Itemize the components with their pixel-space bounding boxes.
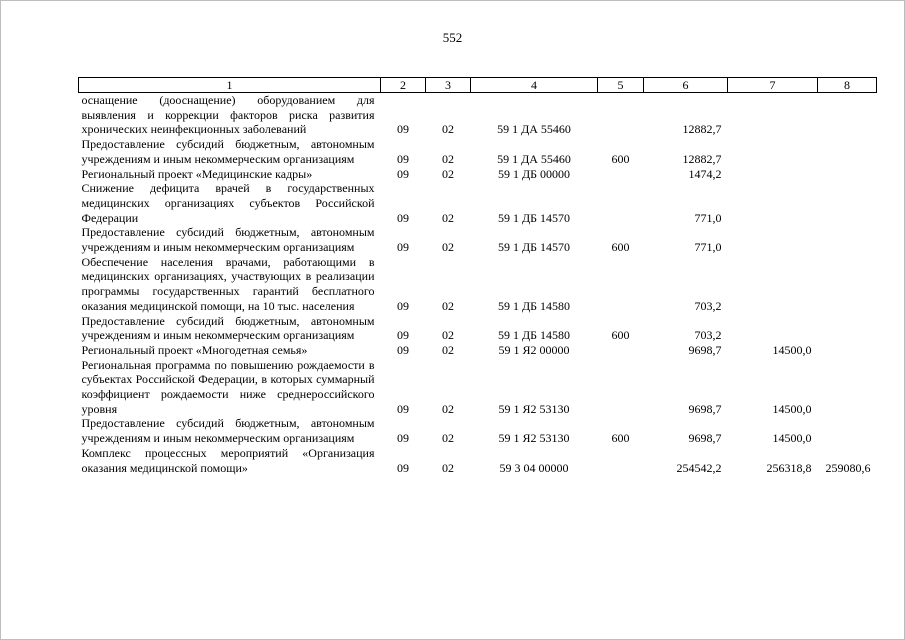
column-header: 1 bbox=[79, 78, 381, 93]
expense-type-code bbox=[598, 93, 644, 138]
row-name: Снижение дефицита врачей в государственных медицинских организациях субъектов Российской Федерации bbox=[81, 181, 375, 225]
subsection-code: 02 bbox=[442, 166, 454, 181]
target-article-code: 59 1 ДА 55460 bbox=[497, 151, 571, 166]
target-article-code: 59 1 ДБ 14570 bbox=[497, 240, 571, 255]
subsection-code: 02 bbox=[442, 401, 454, 416]
amount-year-2: 14500,0 bbox=[772, 401, 812, 416]
subsection-code: 02 bbox=[442, 151, 454, 166]
amount-year-1: 9698,7 bbox=[688, 401, 722, 416]
row-name: Предоставление субсидий бюджетным, автономным учреждениям и иным некоммерческим организациям bbox=[81, 313, 375, 343]
row-name: оснащение (дооснащение) оборудованием для выявления и коррекции факторов риска развития хронических неинфекционных заболеваний bbox=[81, 93, 375, 137]
page-number: 552 bbox=[442, 30, 463, 45]
expense-type-code bbox=[598, 343, 644, 358]
row-name: Комплекс процессных мероприятий «Организация оказания медицинской помощи» bbox=[81, 445, 375, 475]
expense-type-code bbox=[598, 358, 644, 417]
expense-type-code bbox=[598, 181, 644, 225]
table-row bbox=[79, 181, 877, 225]
amount-year-3 bbox=[818, 167, 877, 182]
table-row bbox=[79, 225, 877, 254]
section-code: 09 bbox=[397, 342, 409, 357]
section-code: 09 bbox=[397, 298, 409, 313]
target-article-code: 59 1 Я2 53130 bbox=[498, 401, 570, 416]
amount-year-3 bbox=[818, 416, 877, 445]
amount-year-1: 703,2 bbox=[694, 328, 722, 343]
subsection-code: 02 bbox=[442, 122, 454, 137]
amount-year-1: 9698,7 bbox=[688, 342, 722, 357]
budget-table bbox=[78, 77, 877, 475]
column-header: 2 bbox=[381, 78, 426, 93]
table-row bbox=[79, 167, 877, 182]
amount-year-3 bbox=[818, 137, 877, 166]
amount-year-1: 9698,7 bbox=[688, 431, 722, 446]
amount-year-2: 14500,0 bbox=[772, 431, 812, 446]
amount-year-2 bbox=[728, 314, 818, 343]
subsection-code: 02 bbox=[442, 240, 454, 255]
target-article-code: 59 1 ДА 55460 bbox=[497, 122, 571, 137]
column-header: 5 bbox=[598, 78, 644, 93]
subsection-code: 02 bbox=[442, 328, 454, 343]
column-header: 4 bbox=[471, 78, 598, 93]
amount-year-2: 14500,0 bbox=[772, 342, 812, 357]
amount-year-3 bbox=[818, 225, 877, 254]
row-name: Предоставление субсидий бюджетным, автономным учреждениям и иным некоммерческим организациям bbox=[81, 416, 375, 446]
amount-year-3: 259080,6 bbox=[825, 460, 871, 475]
table-row bbox=[79, 446, 877, 475]
table-row bbox=[79, 314, 877, 343]
expense-type-code bbox=[598, 255, 644, 314]
subsection-code: 02 bbox=[442, 298, 454, 313]
section-code: 09 bbox=[397, 151, 409, 166]
section-code: 09 bbox=[397, 460, 409, 475]
table-row bbox=[79, 93, 877, 138]
target-article-code: 59 1 ДБ 00000 bbox=[497, 166, 571, 181]
amount-year-2 bbox=[728, 225, 818, 254]
expense-type-code: 600 bbox=[611, 240, 630, 255]
target-article-code: 59 1 Я2 00000 bbox=[498, 342, 570, 357]
section-code: 09 bbox=[397, 431, 409, 446]
column-header: 8 bbox=[818, 78, 877, 93]
amount-year-1: 12882,7 bbox=[682, 151, 722, 166]
row-name: Региональный проект «Многодетная семья» bbox=[81, 342, 308, 357]
amount-year-2: 256318,8 bbox=[766, 460, 812, 475]
amount-year-1: 1474,2 bbox=[688, 166, 722, 181]
section-code: 09 bbox=[397, 122, 409, 137]
target-article-code: 59 1 ДБ 14580 bbox=[497, 328, 571, 343]
row-name: Предоставление субсидий бюджетным, автономным учреждениям и иным некоммерческим организациям bbox=[81, 137, 375, 166]
row-name: Региональный проект «Медицинские кадры» bbox=[81, 166, 313, 181]
amount-year-2 bbox=[728, 255, 818, 314]
amount-year-1: 254542,2 bbox=[676, 460, 722, 475]
section-code: 09 bbox=[397, 210, 409, 225]
amount-year-1: 771,0 bbox=[694, 240, 722, 255]
section-code: 09 bbox=[397, 240, 409, 255]
target-article-code: 59 1 ДБ 14570 bbox=[497, 210, 571, 225]
expense-type-code: 600 bbox=[611, 328, 630, 343]
amount-year-2 bbox=[728, 181, 818, 225]
subsection-code: 02 bbox=[442, 431, 454, 446]
target-article-code: 59 1 Я2 53130 bbox=[498, 431, 570, 446]
table-row bbox=[79, 416, 877, 445]
amount-year-3 bbox=[818, 314, 877, 343]
amount-year-3 bbox=[818, 93, 877, 138]
column-header: 3 bbox=[426, 78, 471, 93]
expense-type-code bbox=[598, 167, 644, 182]
amount-year-3 bbox=[818, 255, 877, 314]
expense-type-code bbox=[598, 446, 644, 475]
amount-year-2 bbox=[728, 93, 818, 138]
amount-year-3 bbox=[818, 358, 877, 417]
section-code: 09 bbox=[397, 328, 409, 343]
amount-year-1: 703,2 bbox=[694, 298, 722, 313]
row-name: Региональная программа по повышению рождаемости в субъектах Российской Федерации, в которых суммарный коэффициент рождаемости ниже среднероссийского уровня bbox=[81, 357, 375, 416]
table-row bbox=[79, 137, 877, 166]
row-name: Предоставление субсидий бюджетным, автономным учреждениям и иным некоммерческим организациям bbox=[81, 225, 375, 255]
amount-year-3 bbox=[818, 181, 877, 225]
column-number-row bbox=[79, 78, 877, 93]
amount-year-3 bbox=[818, 343, 877, 358]
target-article-code: 59 3 04 00000 bbox=[499, 460, 569, 475]
amount-year-2 bbox=[728, 167, 818, 182]
target-article-code: 59 1 ДБ 14580 bbox=[497, 298, 571, 313]
subsection-code: 02 bbox=[442, 210, 454, 225]
row-name: Обеспечение населения врачами, работающими в медицинских организациях, участвующих в реализации программы государственных гарантий бесплатного оказания медицинской помощи, на 10 тыс. населения bbox=[81, 254, 375, 313]
section-code: 09 bbox=[397, 166, 409, 181]
amount-year-1: 12882,7 bbox=[682, 122, 722, 137]
table-row bbox=[79, 358, 877, 417]
section-code: 09 bbox=[397, 401, 409, 416]
expense-type-code: 600 bbox=[611, 431, 630, 446]
subsection-code: 02 bbox=[442, 460, 454, 475]
amount-year-1: 771,0 bbox=[694, 210, 722, 225]
column-header: 6 bbox=[644, 78, 728, 93]
amount-year-2 bbox=[728, 137, 818, 166]
subsection-code: 02 bbox=[442, 342, 454, 357]
table-row bbox=[79, 255, 877, 314]
column-header: 7 bbox=[728, 78, 818, 93]
expense-type-code: 600 bbox=[611, 151, 630, 166]
table-row bbox=[79, 343, 877, 358]
